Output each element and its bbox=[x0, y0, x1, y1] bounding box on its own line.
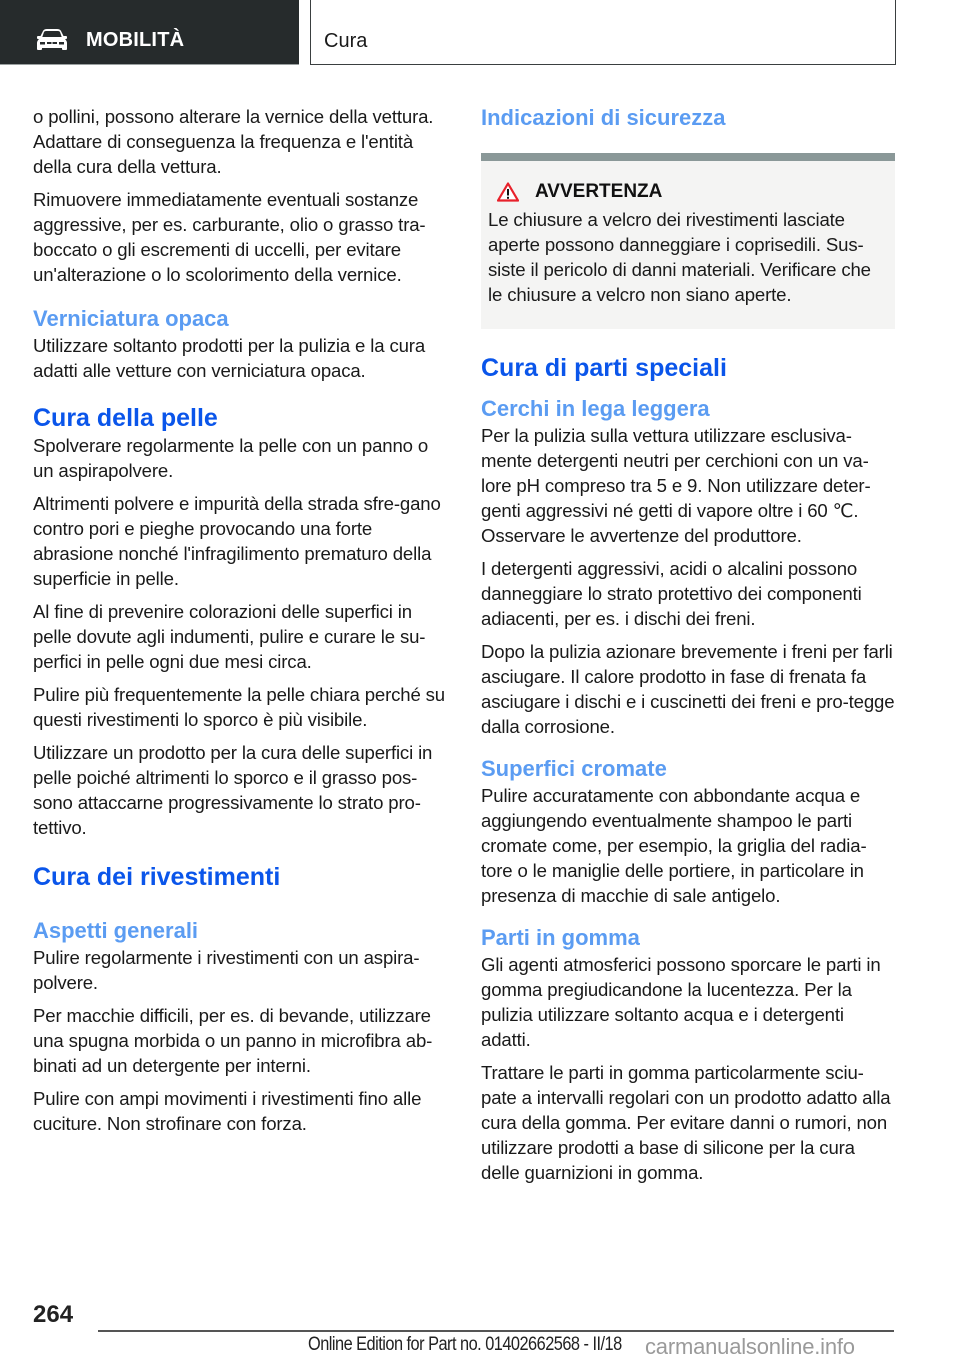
warning-title: AVVERTENZA bbox=[535, 181, 663, 202]
chapter-title: Cura bbox=[324, 29, 368, 52]
heading-cura-dei-rivestimenti: Cura dei rivestimenti bbox=[33, 863, 281, 891]
section-title: MOBILITÀ bbox=[86, 28, 185, 51]
paragraph: Dopo la pulizia azionare brevemente i freni per farli asciugare. Il calore prodotto in fase di frenata fa asciugare i dischi e i cuscinetti dei freni e pro-tegge dalla corrosione. bbox=[481, 641, 895, 737]
page-number: 264 bbox=[33, 1301, 74, 1328]
heading-aspetti-generali: Aspetti generali bbox=[33, 918, 199, 943]
watermark-link[interactable]: carmanualsonline.info bbox=[645, 1334, 855, 1359]
paragraph: Trattare le parti in gomma particolarmente sciu-pate a intervalli regolari con un prodotto adatto alla cura della gomma. Per evitare danni o rumori, non utilizzare prodotti a base di silicone per la cura delle guarnizioni in gomma. bbox=[481, 1062, 891, 1183]
paragraph: I detergenti aggressivi, acidi o alcalini possono danneggiare lo strato protettivo dei componenti adiacenti, per es. i dischi dei freni. bbox=[481, 558, 862, 629]
paragraph: Al fine di prevenire colorazioni delle superfici in pelle dovute agli indumenti, pulire e curare le su-perfici in pelle ogni due mesi circa. bbox=[33, 601, 426, 672]
paragraph: Pulire regolarmente i rivestimenti con un aspira-polvere. bbox=[33, 947, 420, 993]
car-icon bbox=[36, 28, 68, 52]
heading-superfici-cromate: Superfici cromate bbox=[481, 756, 667, 781]
paragraph: Rimuovere immediatamente eventuali sostanze aggressive, per es. carburante, olio o grasso tra-boccato o gli escrementi di uccelli, per evitare un'alterazione o lo scolorimento della vernice. bbox=[33, 189, 426, 285]
chapter-header bbox=[310, 0, 896, 65]
heading-cura-di-parti-speciali: Cura di parti speciali bbox=[481, 354, 727, 382]
heading-cura-della-pelle: Cura della pelle bbox=[33, 404, 218, 432]
paragraph: Utilizzare un prodotto per la cura delle superfici in pelle poiché altrimenti lo sporco e il grasso pos-sono attaccarne progressivamente lo strato pro-tettivo. bbox=[33, 742, 433, 838]
edition-info: Online Edition for Part no. 01402662568 - II/18 bbox=[308, 1334, 622, 1355]
paragraph: o pollini, possono alterare la vernice della vettura. Adattare di conseguenza la frequenza e l'entità della cura della vettura. bbox=[33, 106, 434, 177]
heading-parti-in-gomma: Parti in gomma bbox=[481, 925, 640, 950]
paragraph: Spolverare regolarmente la pelle con un panno o un aspirapolvere. bbox=[33, 435, 429, 481]
right-column bbox=[481, 104, 897, 1193]
paragraph: Altrimenti polvere e impurità della strada sfre-gano contro pori e pieghe provocando una forte abrasione nonché l'infragilimento prematuro della superficie in pelle. bbox=[33, 493, 441, 589]
warning-box bbox=[481, 153, 895, 329]
paragraph: Utilizzare soltanto prodotti per la pulizia e la cura adatti alle vetture con verniciatura opaca. bbox=[33, 335, 426, 381]
left-column bbox=[33, 104, 449, 1144]
paragraph: Per macchie difficili, per es. di bevande, utilizzare una spugna morbida o un panno in microfibra ab-binati ad un detergente per interni. bbox=[33, 1005, 433, 1076]
warning-header bbox=[488, 181, 887, 203]
paragraph: Gli agenti atmosferici possono sporcare le parti in gomma pregiudicandone la lucentezza. Per la pulizia utilizzare soltanto acqua e i detergenti adatti. bbox=[481, 954, 881, 1050]
paragraph: Pulire più frequentemente la pelle chiara perché su questi rivestimenti lo sporco è più visibile. bbox=[33, 684, 445, 730]
paragraph: Pulire accuratamente con abbondante acqua e aggiungendo eventualmente shampoo le parti cromate come, per esempio, la griglia del radia-tore o le maniglie delle portiere, in particolare in presenza di macchie di sale antigelo. bbox=[481, 785, 867, 906]
heading-verniciatura-opaca: Verniciatura opaca bbox=[33, 306, 229, 331]
warning-triangle-icon bbox=[497, 182, 519, 202]
warning-text: Le chiusure a velcro dei rivestimenti lasciate aperte possono danneggiare i coprisedili. Sus-siste il pericolo di danni materiali. Verificare che le chiusure a velcro non siano aperte. bbox=[488, 209, 871, 305]
section-header bbox=[0, 0, 299, 65]
paragraph: Per la pulizia sulla vettura utilizzare esclusiva-mente detergenti neutri per cerchioni con un va-lore pH compreso tra 5 e 9. Non utilizzare deter-genti aggressivi né getti di vapore oltre i 60 ℃. Osservare le avvertenze del produttore. bbox=[481, 425, 871, 546]
heading-cerchi-in-lega-leggera: Cerchi in lega leggera bbox=[481, 396, 710, 421]
paragraph: Pulire con ampi movimenti i rivestimenti fino alle cuciture. Non strofinare con forza. bbox=[33, 1088, 422, 1134]
heading-indicazioni-di-sicurezza: Indicazioni di sicurezza bbox=[481, 105, 726, 130]
footer-divider bbox=[98, 1330, 894, 1332]
